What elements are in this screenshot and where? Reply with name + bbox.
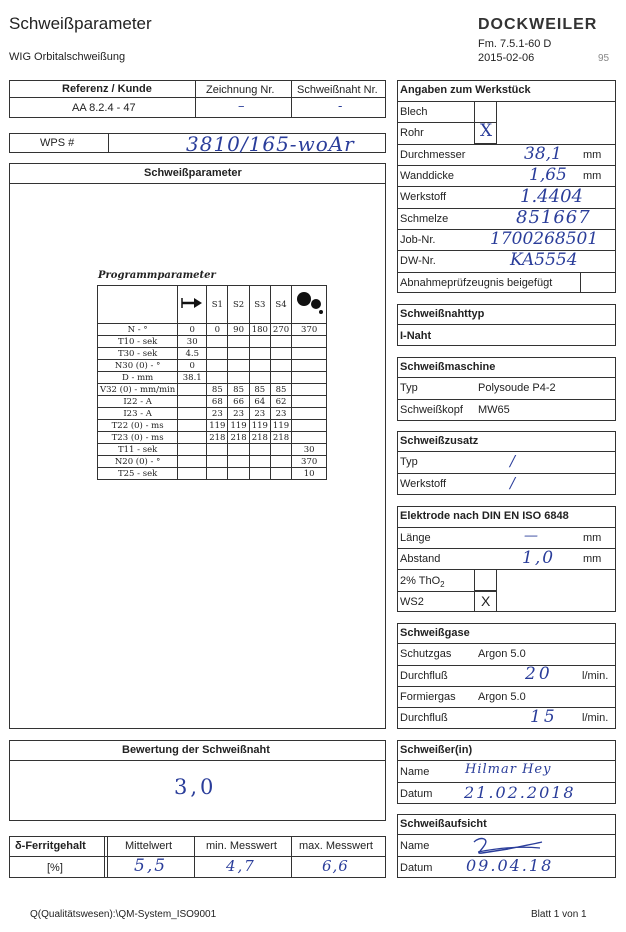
filler-werkstoff-value: / bbox=[510, 474, 516, 492]
program-cell-s4: 119 bbox=[270, 420, 291, 432]
program-row-label: N30 (0) - ° bbox=[98, 360, 178, 372]
program-cell-end: 370 bbox=[292, 324, 327, 336]
durchfluss1-unit: l/min. bbox=[582, 670, 609, 682]
page-title: Schweißparameter bbox=[9, 14, 152, 33]
ferrite-label: δ-Ferritgehalt bbox=[15, 840, 86, 852]
program-row-label: D - mm bbox=[98, 372, 178, 384]
program-row bbox=[98, 444, 327, 456]
program-cell-end bbox=[292, 372, 327, 384]
program-cell-s4: 218 bbox=[270, 432, 291, 444]
machine-typ-label: Typ bbox=[400, 382, 418, 394]
abstand-value: 1,0 bbox=[522, 548, 556, 568]
program-cell-s3 bbox=[249, 360, 270, 372]
program-cell-s4: 85 bbox=[270, 384, 291, 396]
program-cell-s3 bbox=[249, 456, 270, 468]
program-cell-s3: 64 bbox=[249, 396, 270, 408]
laenge-label: Länge bbox=[400, 532, 431, 544]
welder-name-value: Hilmar Hey bbox=[465, 762, 552, 777]
schutzgas-value: Argon 5.0 bbox=[478, 648, 526, 660]
program-title: Programmparameter bbox=[98, 270, 216, 281]
ws2-label: WS2 bbox=[400, 596, 424, 608]
program-cell-s4 bbox=[270, 348, 291, 360]
page-subtitle: WIG Orbitalschweißung bbox=[9, 51, 126, 63]
program-cell-start: 38.1 bbox=[178, 372, 207, 384]
program-cell-end bbox=[292, 432, 327, 444]
parameter-title: Schweißparameter bbox=[144, 167, 242, 179]
program-cell-s2 bbox=[228, 336, 249, 348]
reference-value: AA 8.2.4 - 47 bbox=[72, 102, 136, 114]
program-cell-s2: 66 bbox=[228, 396, 249, 408]
welder-name-label: Name bbox=[400, 766, 430, 778]
dw-label: DW-Nr. bbox=[400, 255, 436, 267]
machine-typ-value: Polysoude P4-2 bbox=[478, 382, 556, 394]
program-cell-start bbox=[178, 432, 207, 444]
supervision-title: Schweißaufsicht bbox=[400, 818, 487, 830]
program-cell-start: 0 bbox=[178, 360, 207, 372]
program-cell-s4 bbox=[270, 468, 291, 480]
werkstoff-value: 1.4404 bbox=[520, 186, 583, 207]
program-cell-s2: 218 bbox=[228, 432, 249, 444]
program-table-header bbox=[98, 286, 327, 324]
schutzgas-label: Schutzgas bbox=[400, 648, 452, 660]
program-cell-start: 4.5 bbox=[178, 348, 207, 360]
durchfluss2-label: Durchfluß bbox=[400, 712, 448, 724]
program-cell-s1: 23 bbox=[207, 408, 228, 420]
program-cell-end bbox=[292, 360, 327, 372]
durchmesser-label: Durchmesser bbox=[400, 149, 466, 161]
program-cell-s2: 23 bbox=[228, 408, 249, 420]
program-cell-start bbox=[178, 396, 207, 408]
program-cell-s3 bbox=[249, 444, 270, 456]
machine-kopf-value: MW65 bbox=[478, 404, 510, 416]
program-cell-s2: 90 bbox=[228, 324, 249, 336]
program-cell-s2 bbox=[228, 468, 249, 480]
laenge-value: — bbox=[524, 528, 538, 544]
program-cell-s1 bbox=[207, 456, 228, 468]
program-cell-s4 bbox=[270, 444, 291, 456]
program-cell-s2 bbox=[228, 456, 249, 468]
program-cell-start bbox=[178, 408, 207, 420]
ws2-mark: X bbox=[481, 593, 491, 609]
program-cell-s4 bbox=[270, 456, 291, 468]
program-row-label: I22 - A bbox=[98, 396, 178, 408]
seam-label: Schweißnaht Nr. bbox=[297, 84, 378, 96]
program-row-label: I23 - A bbox=[98, 408, 178, 420]
program-cell-s3 bbox=[249, 372, 270, 384]
col-s1: S1 bbox=[207, 286, 228, 324]
durchfluss1-value: 20 bbox=[525, 664, 553, 684]
machine-title: Schweißmaschine bbox=[400, 361, 496, 373]
supervisor-signature bbox=[468, 834, 548, 858]
program-cell-start bbox=[178, 420, 207, 432]
drawing-label: Zeichnung Nr. bbox=[206, 84, 275, 96]
form-date: 2015-02-06 bbox=[478, 52, 535, 64]
program-cell-start: 0 bbox=[178, 324, 207, 336]
program-row bbox=[98, 324, 327, 336]
seam-type-title: Schweißnahttyp bbox=[400, 308, 485, 320]
program-cell-end: 370 bbox=[292, 456, 327, 468]
program-cell-s1: 68 bbox=[207, 396, 228, 408]
program-cell-end bbox=[292, 408, 327, 420]
col-s4: S4 bbox=[270, 286, 291, 324]
program-cell-s3 bbox=[249, 468, 270, 480]
program-cell-s1 bbox=[207, 336, 228, 348]
program-cell-s1: 119 bbox=[207, 420, 228, 432]
program-row-label: T25 - sek bbox=[98, 468, 178, 480]
program-cell-start bbox=[178, 384, 207, 396]
program-cell-s1: 218 bbox=[207, 432, 228, 444]
program-row bbox=[98, 456, 327, 468]
welder-datum-label: Datum bbox=[400, 788, 433, 800]
page-code: 95 bbox=[598, 53, 610, 64]
program-cell-s1: 85 bbox=[207, 384, 228, 396]
program-cell-s2: 119 bbox=[228, 420, 249, 432]
ferrite-mittel-label: Mittelwert bbox=[125, 840, 173, 852]
formiergas-value: Argon 5.0 bbox=[478, 691, 526, 703]
filler-werkstoff-label: Werkstoff bbox=[400, 478, 447, 490]
job-label: Job-Nr. bbox=[400, 234, 436, 246]
program-cell-start bbox=[178, 468, 207, 480]
ferrite-mittel-value: 5,5 bbox=[134, 856, 168, 876]
program-cell-s4 bbox=[270, 360, 291, 372]
wanddicke-unit: mm bbox=[583, 170, 602, 182]
abstand-label: Abstand bbox=[400, 553, 441, 565]
program-cell-end bbox=[292, 336, 327, 348]
program-cell-s2 bbox=[228, 360, 249, 372]
program-table bbox=[97, 285, 327, 480]
wps-label: WPS # bbox=[40, 137, 75, 149]
supervision-datum-label: Datum bbox=[400, 862, 433, 874]
program-cell-s1 bbox=[207, 372, 228, 384]
evaluation-title: Bewertung der Schweißnaht bbox=[122, 744, 270, 756]
electrode-title: Elektrode nach DIN EN ISO 6848 bbox=[400, 510, 569, 522]
job-value: 1700268501 bbox=[490, 229, 599, 249]
program-cell-s3: 218 bbox=[249, 432, 270, 444]
program-cell-s4: 23 bbox=[270, 408, 291, 420]
company-logo: DOCKWEILER bbox=[478, 16, 598, 33]
supervision-name-label: Name bbox=[400, 840, 430, 852]
program-cell-s2: 85 bbox=[228, 384, 249, 396]
end-icon bbox=[292, 286, 327, 324]
dw-value: KA5554 bbox=[510, 250, 578, 270]
blech-label: Blech bbox=[400, 106, 428, 118]
welder-datum-value: 21.02.2018 bbox=[464, 783, 576, 802]
arrow-icon bbox=[178, 286, 207, 324]
laenge-unit: mm bbox=[583, 532, 602, 544]
supervision-datum-value: 09.04.18 bbox=[466, 856, 554, 875]
program-cell-end bbox=[292, 384, 327, 396]
abnahme-checkbox[interactable] bbox=[580, 272, 616, 293]
program-row-label: T10 - sek bbox=[98, 336, 178, 348]
program-row bbox=[98, 372, 327, 384]
abnahme-label: Abnahmeprüfzeugnis beigefügt bbox=[400, 277, 553, 289]
program-row bbox=[98, 348, 327, 360]
form-number: Fm. 7.5.1-60 D bbox=[478, 38, 552, 50]
program-row bbox=[98, 336, 327, 348]
durchfluss1-label: Durchfluß bbox=[400, 670, 448, 682]
program-row-label: T11 - sek bbox=[98, 444, 178, 456]
filler-title: Schweißzusatz bbox=[400, 435, 479, 447]
program-row-label: V32 (0) - mm/min bbox=[98, 384, 178, 396]
program-row bbox=[98, 360, 327, 372]
program-cell-s4 bbox=[270, 372, 291, 384]
reference-label: Referenz / Kunde bbox=[62, 83, 152, 95]
program-cell-s1 bbox=[207, 444, 228, 456]
wanddicke-label: Wanddicke bbox=[400, 170, 455, 182]
schmelze-label: Schmelze bbox=[400, 213, 449, 225]
program-cell-s1 bbox=[207, 348, 228, 360]
program-cell-s2 bbox=[228, 372, 249, 384]
rohr-mark: X bbox=[480, 121, 493, 141]
tho2-checkbox[interactable] bbox=[474, 569, 497, 591]
col-s2: S2 bbox=[228, 286, 249, 324]
durchmesser-value: 38,1 bbox=[524, 144, 562, 164]
abstand-unit: mm bbox=[583, 553, 602, 565]
program-cell-s3: 180 bbox=[249, 324, 270, 336]
machine-kopf-label: Schweißkopf bbox=[400, 404, 463, 416]
schmelze-value: 851667 bbox=[516, 207, 591, 228]
seam-value: - bbox=[338, 99, 343, 114]
ferrite-unit: [%] bbox=[47, 862, 63, 874]
program-cell-start bbox=[178, 444, 207, 456]
program-row-label: T30 - sek bbox=[98, 348, 178, 360]
gas-title: Schweißgase bbox=[400, 627, 470, 639]
program-row-label: N - ° bbox=[98, 324, 178, 336]
program-row-label: N20 (0) - ° bbox=[98, 456, 178, 468]
durchfluss2-unit: l/min. bbox=[582, 712, 609, 724]
program-cell-end bbox=[292, 348, 327, 360]
program-cell-s4: 62 bbox=[270, 396, 291, 408]
program-row bbox=[98, 396, 327, 408]
col-s3: S3 bbox=[249, 286, 270, 324]
program-cell-end: 10 bbox=[292, 468, 327, 480]
program-row-label: T22 (0) - ms bbox=[98, 420, 178, 432]
rohr-label: Rohr bbox=[400, 127, 424, 139]
program-row-label: T23 (0) - ms bbox=[98, 432, 178, 444]
seam-type-value: I-Naht bbox=[400, 330, 432, 342]
program-cell-s3 bbox=[249, 348, 270, 360]
program-cell-s4: 270 bbox=[270, 324, 291, 336]
filler-typ-label: Typ bbox=[400, 456, 418, 468]
program-row bbox=[98, 432, 327, 444]
program-cell-s3: 85 bbox=[249, 384, 270, 396]
workpiece-title: Angaben zum Werkstück bbox=[400, 84, 531, 96]
program-cell-end: 30 bbox=[292, 444, 327, 456]
drawing-value: – bbox=[238, 99, 245, 114]
program-cell-s3 bbox=[249, 336, 270, 348]
werkstoff-label: Werkstoff bbox=[400, 191, 447, 203]
welder-title: Schweißer(in) bbox=[400, 744, 473, 756]
filler-typ-value: / bbox=[510, 452, 516, 470]
program-cell-s2 bbox=[228, 444, 249, 456]
program-cell-s2 bbox=[228, 348, 249, 360]
formiergas-label: Formiergas bbox=[400, 691, 456, 703]
program-cell-s1 bbox=[207, 468, 228, 480]
wps-value: 3810/165-woAr bbox=[186, 132, 355, 156]
program-cell-start: 30 bbox=[178, 336, 207, 348]
program-cell-end bbox=[292, 420, 327, 432]
program-row bbox=[98, 468, 327, 480]
program-cell-s3: 23 bbox=[249, 408, 270, 420]
blech-checkbox[interactable] bbox=[474, 101, 497, 123]
program-cell-s3: 119 bbox=[249, 420, 270, 432]
program-row bbox=[98, 420, 327, 432]
ferrite-max-value: 6,6 bbox=[322, 857, 349, 875]
program-cell-s1: 0 bbox=[207, 324, 228, 336]
ferrite-min-value: 4,7 bbox=[226, 857, 256, 875]
program-cell-start bbox=[178, 456, 207, 468]
ferrite-max-label: max. Messwert bbox=[299, 840, 373, 852]
footer-path: Q(Qualitätswesen):\QM-System_ISO9001 bbox=[30, 909, 217, 920]
program-cell-end bbox=[292, 396, 327, 408]
evaluation-value: 3,0 bbox=[174, 775, 217, 799]
durchmesser-unit: mm bbox=[583, 149, 602, 161]
program-row bbox=[98, 408, 327, 420]
wanddicke-value: 1,65 bbox=[529, 165, 567, 185]
ferrite-min-label: min. Messwert bbox=[206, 840, 277, 852]
program-cell-s4 bbox=[270, 336, 291, 348]
tho2-label: 2% ThO$_2$ bbox=[400, 575, 445, 590]
program-row bbox=[98, 384, 327, 396]
program-cell-s1 bbox=[207, 360, 228, 372]
durchfluss2-value: 15 bbox=[530, 707, 558, 727]
footer-page: Blatt 1 von 1 bbox=[531, 909, 587, 920]
